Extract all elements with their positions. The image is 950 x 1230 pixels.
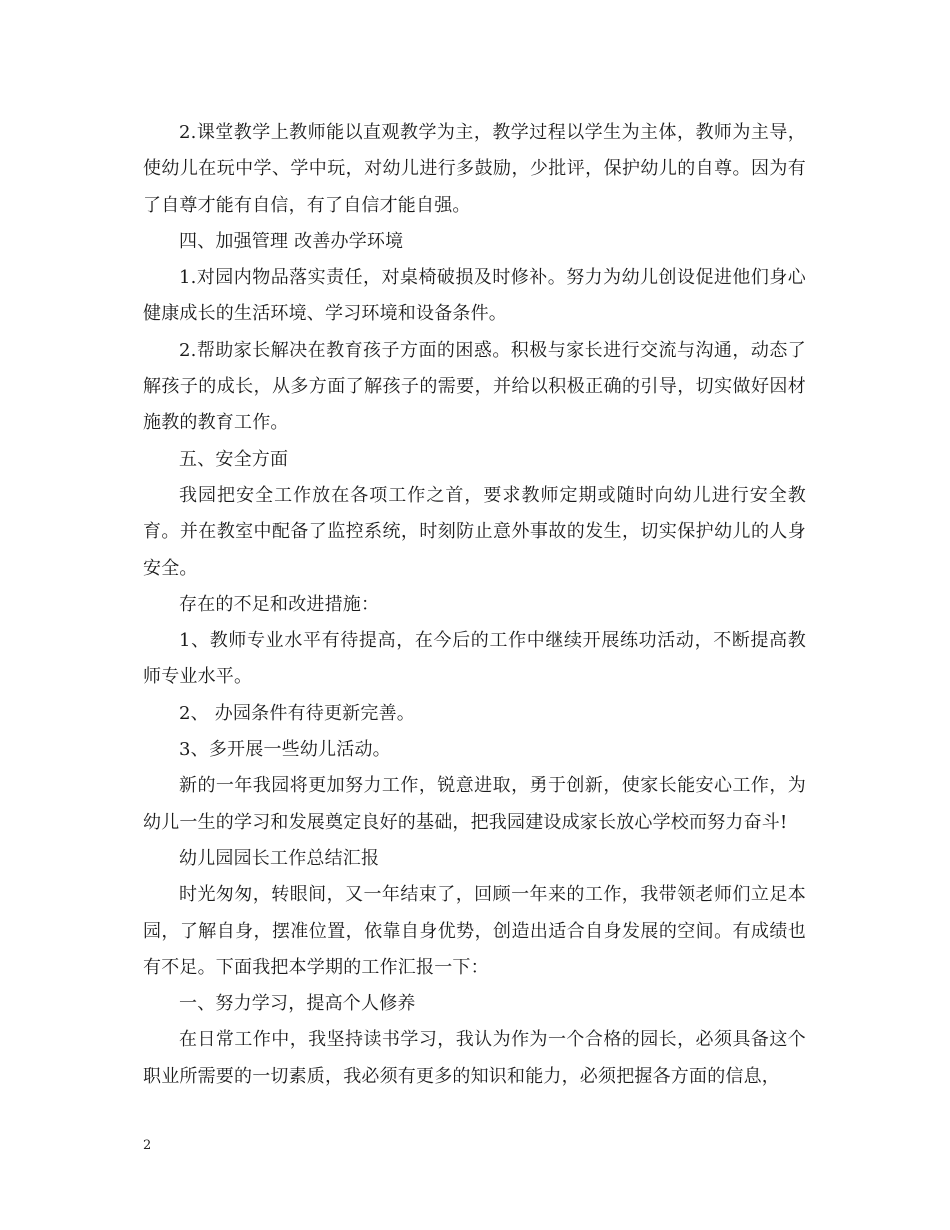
list-item-conditions: 2、 办园条件有待更新完善。: [179, 702, 415, 724]
paragraph-daily-study: 在日常工作中，我坚持读书学习，我认为作为一个合格的园长，必须具备这个职业所需要的一切素质，我必须有更多的知识和能力，必须把握各方面的信息，: [143, 1029, 806, 1087]
heading-management: 四、加强管理 改善办学环境: [179, 230, 404, 252]
page-number: 2: [143, 1138, 152, 1153]
paragraph-teaching-method: 2.课堂教学上教师能以直观教学为主，教学过程以学生为主体，教师为主导，使幼儿在玩中学、学中玩，对幼儿进行多鼓励，少批评，保护幼儿的自尊。因为有了自尊才能有自信，有了自信才能自强。: [143, 122, 806, 216]
heading-shortcomings: 存在的不足和改进措施：: [179, 593, 380, 615]
paragraph-property-responsibility: 1.对园内物品落实责任，对桌椅破损及时修补。努力为幼儿创设促进他们身心健康成长的生活环境、学习环境和设备条件。: [143, 267, 806, 325]
paragraph-review: 时光匆匆，转眼间，又一年结束了，回顾一年来的工作，我带领老师们立足本园，了解自身，摆准位置，依靠自身优势，创造出适合自身发展的空间。有成绩也有不足。下面我把本学期的工作汇报一下：: [143, 884, 806, 978]
paragraph-parent-help: 2.帮助家长解决在教育孩子方面的困惑。积极与家长进行交流与沟通，动态了解孩子的成长，从多方面了解孩子的需要，并给以积极正确的引导，切实做好因材施教的教育工作。: [143, 339, 806, 434]
heading-study: 一、努力学习，提高个人修养: [179, 993, 416, 1015]
list-item-teacher-level: 1、教师专业水平有待提高，在今后的工作中继续开展练功活动，不断提高教师专业水平。: [143, 630, 806, 688]
paragraph-new-year: 新的一年我园将更加努力工作，锐意进取，勇于创新，使家长能安心工作，为幼儿一生的学习和发展奠定良好的基础，把我园建设成家长放心学校而努力奋斗!: [143, 775, 806, 833]
heading-safety: 五、安全方面: [179, 448, 289, 470]
section-title-report: 幼儿园园长工作总结汇报: [179, 847, 380, 869]
document-body: [143, 115, 806, 1095]
list-item-activities: 3、多开展一些幼儿活动。: [179, 739, 391, 761]
paragraph-safety-work: 我园把安全工作放在各项工作之首，要求教师定期或随时向幼儿进行安全教育。并在教室中配备了监控系统，时刻防止意外事故的发生，切实保护幼儿的人身安全。: [143, 484, 806, 579]
